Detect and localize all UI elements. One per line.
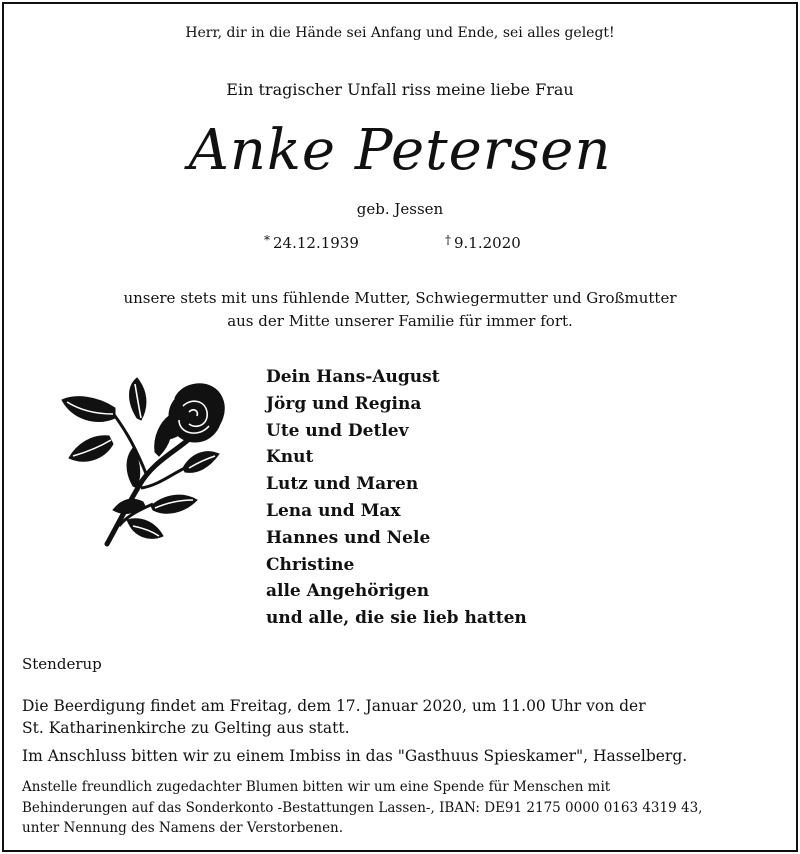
list-item: Christine xyxy=(266,554,355,575)
obituary-notice xyxy=(2,2,798,852)
death-cross-icon: † xyxy=(445,233,451,247)
deceased-name: Anke Petersen xyxy=(188,118,612,183)
donation-info-line-2: Behinderungen auf das Sonderkonto -Bestattungen Lassen-, IBAN: DE91 2175 0000 0163 4319 43, xyxy=(22,800,703,816)
list-item: und alle, die sie lieb hatten xyxy=(266,608,527,629)
description-line-1: unsere stets mit uns fühlende Mutter, Schwiegermutter und Großmutter xyxy=(123,289,677,307)
funeral-info-line-2: St. Katharinenkirche zu Gelting aus statt. xyxy=(22,719,350,737)
funeral-info-line-1: Die Beerdigung findet am Freitag, dem 17. Januar 2020, um 11.00 Uhr von der xyxy=(22,697,646,715)
list-item: Dein Hans-August xyxy=(266,367,440,387)
reception-info: Im Anschluss bitten wir zu einem Imbiss in das "Gasthuus Spieskamer", Hasselberg. xyxy=(22,747,688,765)
motto-verse: Herr, dir in die Hände sei Anfang und Ende, sei alles gelegt! xyxy=(185,25,615,41)
list-item: Knut xyxy=(266,447,314,468)
place-name: Stenderup xyxy=(22,655,102,673)
mourners-list xyxy=(266,364,527,632)
death-date-line xyxy=(445,233,521,252)
birth-star-icon: * xyxy=(264,233,270,247)
list-item: Lena und Max xyxy=(266,500,401,521)
death-date: 9.1.2020 xyxy=(454,234,521,252)
list-item: Ute und Detlev xyxy=(266,420,409,441)
list-item: Jörg und Regina xyxy=(266,393,422,414)
maiden-name: geb. Jessen xyxy=(356,200,444,218)
birth-date: 24.12.1939 xyxy=(273,234,359,252)
list-item: Lutz und Maren xyxy=(266,474,419,495)
birth-date-line xyxy=(264,233,359,252)
rose-icon xyxy=(57,376,227,548)
description-line-2: aus der Mitte unserer Familie für immer fort. xyxy=(227,312,573,330)
donation-info-line-1: Anstelle freundlich zugedachter Blumen bitten wir um eine Spende für Menschen mit xyxy=(22,779,611,795)
intro-line: Ein tragischer Unfall riss meine liebe Frau xyxy=(226,80,574,99)
list-item: Hannes und Nele xyxy=(266,527,431,548)
list-item: alle Angehörigen xyxy=(266,581,430,602)
donation-info-line-3: unter Nennung des Namens der Verstorbenen. xyxy=(22,820,344,836)
